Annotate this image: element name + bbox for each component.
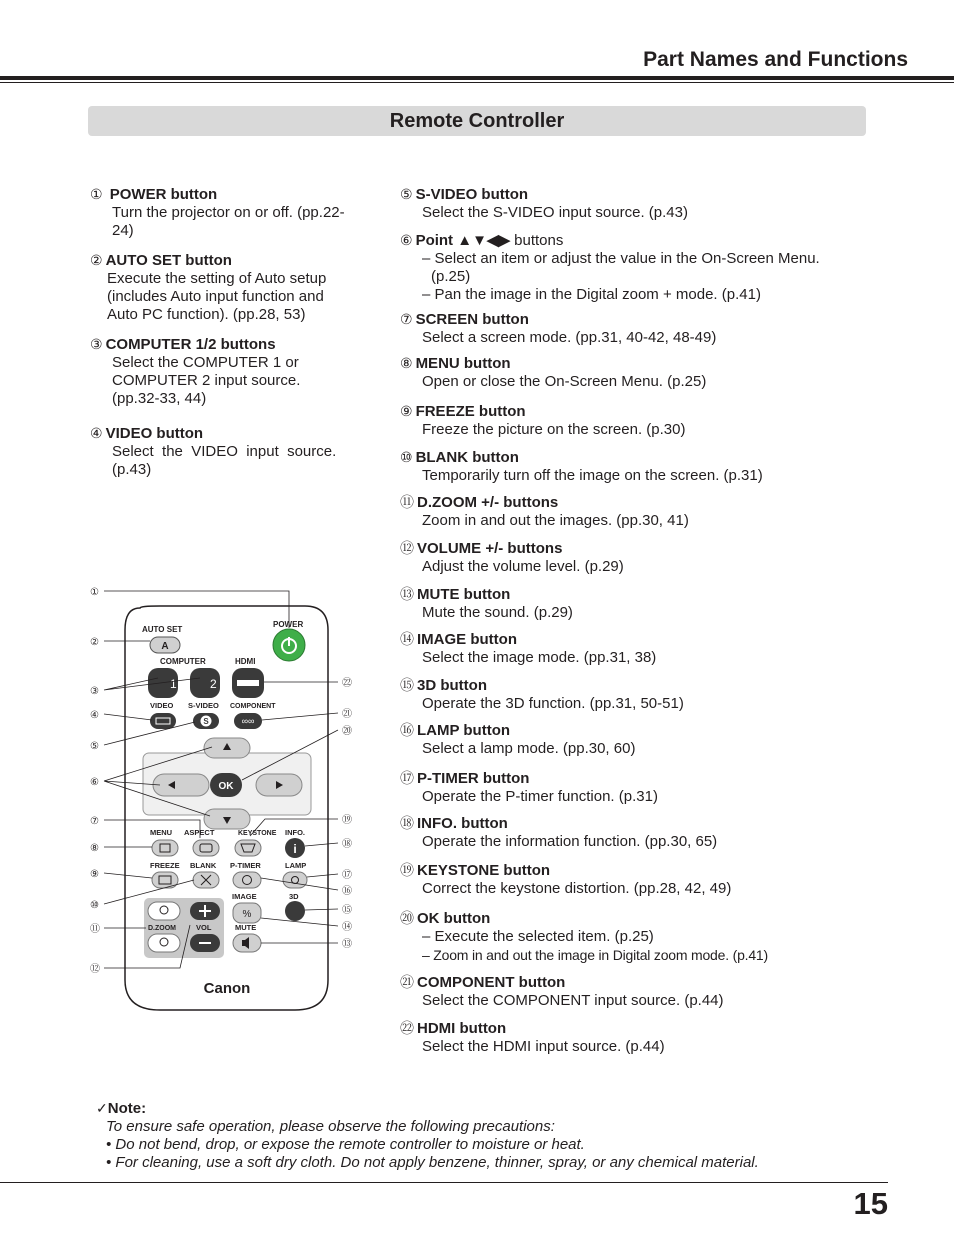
info-label: INFO. [285, 828, 305, 837]
3d-label: 3D [289, 892, 299, 901]
item-desc: Select the image mode. (pp.31, 38) [422, 649, 657, 666]
item-point [400, 231, 820, 304]
auto-set-label: AUTO SET [142, 625, 183, 634]
item-desc: Zoom in and out the images. (pp.30, 41) [422, 512, 689, 529]
item-volume [400, 539, 624, 576]
item-title: LAMP button [417, 722, 511, 739]
item-number: ③ [90, 336, 103, 352]
item-number: ⑥ [400, 232, 413, 248]
callout-6: ⑥ [90, 777, 99, 788]
item-component [400, 973, 724, 1010]
item-title: Point ▲▼◀▶ [415, 232, 510, 249]
item-desc: – Zoom in and out the image in Digital zoom mode. (p.41) [422, 947, 768, 963]
item-desc: Select the S-VIDEO input source. (p.43) [422, 204, 688, 221]
callout-19: ⑲ [342, 815, 352, 826]
callout-22: ㉒ [342, 678, 352, 689]
page-number: 15 [853, 1186, 888, 1221]
item-title: POWER button [109, 186, 218, 203]
callout-14: ⑭ [342, 922, 352, 933]
note-line: To ensure safe operation, please observe the following precautions: [106, 1118, 555, 1135]
video-button[interactable] [150, 713, 176, 729]
section-banner [88, 106, 866, 136]
callout-12: ⑫ [90, 964, 100, 975]
p-timer-label: P-TIMER [230, 861, 261, 870]
item-number: ⑦ [400, 311, 413, 327]
vol-label: VOL [196, 923, 212, 932]
callout-20: ⑳ [342, 726, 352, 737]
item-menu [400, 354, 706, 391]
3d-button[interactable] [285, 901, 305, 921]
video-label: VIDEO [150, 701, 174, 710]
blank-label: BLANK [190, 861, 217, 870]
item-desc: – Select an item or adjust the value in the On-Screen Menu. [422, 250, 820, 267]
callout-3: ③ [90, 686, 99, 697]
item-desc: – Execute the selected item. (p.25) [422, 928, 654, 945]
item-title: IMAGE button [417, 631, 517, 648]
item-keystone [400, 861, 731, 898]
item-video [90, 424, 370, 479]
item-desc: Select a screen mode. (pp.31, 40-42, 48-49) [422, 329, 717, 346]
item-p-timer [400, 769, 658, 806]
item-title: OK button [417, 910, 491, 927]
callout-11: ⑪ [90, 924, 100, 935]
point-left-button[interactable] [153, 774, 209, 796]
item-title: FREEZE button [415, 403, 526, 420]
freeze-label: FREEZE [150, 861, 180, 870]
item-desc: Open or close the On-Screen Menu. (p.25) [422, 373, 707, 390]
item-title: SCREEN button [415, 311, 529, 328]
item-title: MENU button [415, 355, 511, 372]
computer-1-key: 1 [170, 677, 177, 691]
item-title: D.ZOOM +/- buttons [417, 494, 559, 511]
item-screen [400, 310, 716, 347]
item-title: HDMI button [417, 1020, 507, 1037]
d-zoom-minus-button[interactable] [148, 934, 180, 952]
item-desc: Select the VIDEO input source. [112, 443, 337, 460]
item-desc: Execute the setting of Auto setup [107, 270, 327, 287]
item-info [400, 814, 717, 851]
item-number: ㉒ [400, 1020, 414, 1036]
callout-1: ① [90, 587, 99, 598]
item-desc: Adjust the volume level. (p.29) [422, 558, 624, 575]
mute-label: MUTE [235, 923, 257, 932]
brand-logo: Canon [203, 980, 251, 997]
item-number: ④ [90, 425, 103, 441]
component-icon: ∞∞ [241, 716, 255, 726]
checkmark-icon: ✓ [96, 1100, 108, 1116]
remote-controller-illustration [80, 580, 370, 1020]
item-desc: COMPUTER 2 input source. [112, 372, 301, 389]
item-title: P-TIMER button [417, 770, 530, 787]
item-number: ⑲ [400, 862, 414, 878]
aspect-label: ASPECT [184, 828, 215, 837]
item-title: VOLUME +/- buttons [417, 540, 563, 557]
right-callouts [342, 677, 352, 950]
aspect-button[interactable] [193, 840, 219, 856]
item-title: COMPUTER 1/2 buttons [105, 336, 276, 353]
item-number: ⑫ [400, 540, 414, 556]
item-title: MUTE button [417, 586, 511, 603]
computer-2-key: 2 [210, 677, 217, 691]
note-label: Note: [107, 1100, 147, 1117]
item-title: AUTO SET button [105, 252, 232, 269]
item-number: ⑳ [400, 910, 414, 926]
callout-7: ⑦ [90, 816, 99, 827]
item-desc: 24) [112, 222, 134, 239]
item-desc: Temporarily turn off the image on the screen. (p.31) [422, 467, 763, 484]
section-title: Part Names and Functions [643, 48, 908, 71]
item-desc: Operate the P-timer function. (p.31) [422, 788, 658, 805]
item-title: KEYSTONE button [417, 862, 551, 879]
item-number: ⑩ [400, 449, 413, 465]
item-s-video [400, 185, 688, 222]
item-desc: Auto PC function). (pp.28, 53) [107, 306, 306, 323]
item-blank [400, 448, 763, 485]
callout-15: ⑮ [342, 905, 352, 916]
callout-5: ⑤ [90, 741, 99, 752]
item-desc: (pp.32-33, 44) [112, 390, 207, 407]
callout-18: ⑱ [342, 839, 352, 850]
item-number: ⑱ [400, 815, 414, 831]
image-label: IMAGE [232, 892, 257, 901]
callout-17: ⑰ [342, 870, 352, 881]
item-auto-set [90, 251, 370, 324]
item-d-zoom [400, 493, 689, 530]
item-desc: Select the COMPUTER 1 or [112, 354, 299, 371]
callout-10: ⑩ [90, 900, 99, 911]
item-ok [400, 909, 768, 964]
lamp-button[interactable] [283, 872, 307, 888]
item-desc: – Pan the image in the Digital zoom + mode. (p.41) [422, 286, 761, 303]
banner-title: Remote Controller [389, 110, 565, 132]
menu-label: MENU [150, 828, 173, 837]
d-zoom-label: D.ZOOM [148, 925, 176, 932]
item-number: ⑤ [400, 186, 413, 202]
power-label: POWER [273, 620, 304, 629]
footer-rule [0, 1182, 888, 1183]
ok-label: OK [218, 781, 234, 792]
item-desc: (includes Auto input function and [107, 288, 324, 305]
note-line: • For cleaning, use a soft dry cloth. Do not apply benzene, thinner, spray, or any chemical material. [106, 1154, 759, 1171]
p-timer-button[interactable] [233, 872, 261, 888]
item-freeze [400, 402, 685, 439]
hdmi-label: HDMI [235, 657, 256, 666]
lamp-label: LAMP [285, 861, 307, 870]
component-label: COMPONENT [230, 703, 276, 710]
item-number: ⑧ [400, 355, 413, 371]
callout-13: ⑬ [342, 939, 352, 950]
item-desc: Operate the 3D function. (pp.31, 50-51) [422, 695, 684, 712]
info-key: i [293, 842, 297, 856]
item-number: ① [90, 186, 103, 202]
header-rule-thick [0, 76, 954, 80]
item-desc: Operate the information function. (pp.30, 65) [422, 833, 718, 850]
item-desc: Select the HDMI input source. (p.44) [422, 1038, 665, 1055]
item-number: ⑭ [400, 631, 414, 647]
callout-4: ④ [90, 710, 99, 721]
item-title: COMPONENT button [417, 974, 566, 991]
item-title: INFO. button [417, 815, 508, 832]
item-number: ⑨ [400, 403, 413, 419]
s-video-label: S-VIDEO [188, 701, 219, 710]
left-callouts [90, 587, 100, 975]
item-desc: (p.25) [431, 268, 471, 285]
keystone-button[interactable] [235, 840, 261, 856]
image-icon: % [242, 909, 252, 920]
callout-9: ⑨ [90, 869, 99, 880]
item-title: VIDEO button [105, 425, 204, 442]
menu-button[interactable] [152, 840, 178, 856]
item-desc: Select the COMPONENT input source. (p.44) [422, 992, 724, 1009]
callout-8: ⑧ [90, 843, 99, 854]
keystone-label: KEYSTONE [238, 830, 277, 837]
header-rule-thin [0, 82, 954, 83]
item-number: ⑬ [400, 586, 414, 602]
item-desc: Mute the sound. (p.29) [422, 604, 573, 621]
item-number: ⑯ [400, 722, 414, 738]
d-zoom-plus-button[interactable] [148, 902, 180, 920]
item-number: ⑪ [400, 494, 414, 510]
item-title: S-VIDEO button [415, 186, 529, 203]
item-image [400, 630, 656, 667]
item-lamp [400, 721, 635, 758]
item-number: ⑮ [400, 677, 414, 693]
item-power [90, 185, 370, 240]
callout-16: ⑯ [342, 886, 352, 897]
item-desc: Turn the projector on or off. (pp.22- [112, 204, 345, 221]
item-computer [90, 335, 370, 408]
note-block [96, 1099, 759, 1172]
item-hdmi [400, 1019, 665, 1056]
auto-set-key: A [161, 641, 169, 652]
item-number: ⑰ [400, 770, 414, 786]
hdmi-icon [237, 680, 259, 686]
item-desc: Freeze the picture on the screen. (p.30) [422, 421, 686, 438]
item-desc: Correct the keystone distortion. (pp.28, 42, 49) [422, 880, 732, 897]
item-3d [400, 676, 684, 713]
item-desc: (p.43) [112, 461, 152, 478]
callout-2: ② [90, 637, 99, 648]
item-title: BLANK button [415, 449, 519, 466]
item-desc: Select a lamp mode. (pp.30, 60) [422, 740, 636, 757]
item-number: ㉑ [400, 974, 414, 990]
s-video-key: S [203, 717, 209, 726]
callout-21: ㉑ [342, 709, 352, 720]
item-title-suffix: buttons [510, 232, 564, 249]
item-number: ② [90, 252, 103, 268]
item-mute [400, 585, 573, 622]
note-line: • Do not bend, drop, or expose the remote controller to moisture or heat. [106, 1136, 585, 1153]
computer-label: COMPUTER [160, 657, 206, 666]
item-title: 3D button [417, 677, 487, 694]
